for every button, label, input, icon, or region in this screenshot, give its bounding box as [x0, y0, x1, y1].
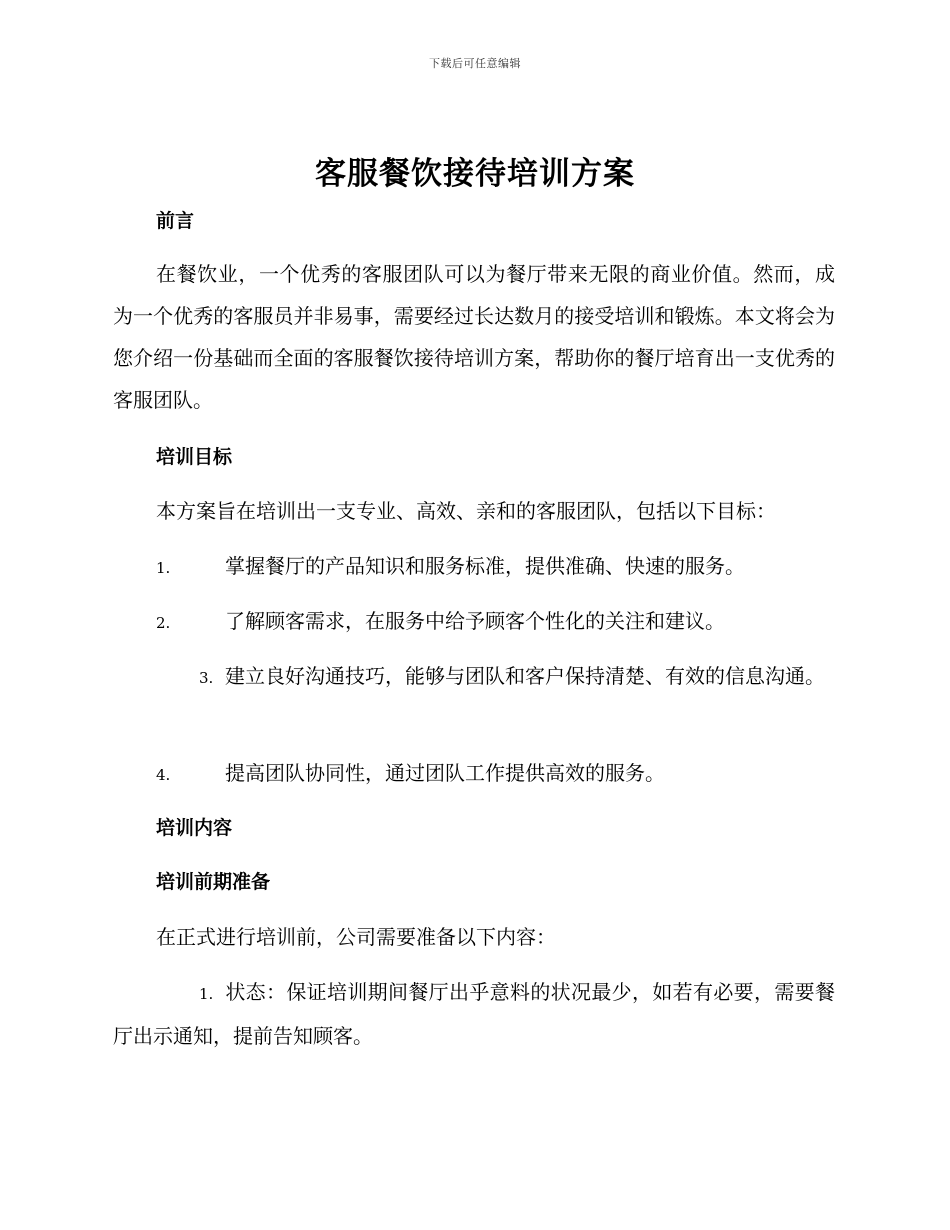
- list-number: 3.: [199, 669, 214, 687]
- list-number: 4.: [156, 766, 171, 784]
- list-text: 了解顾客需求，在服务中给予顾客个性化的关注和建议。: [225, 609, 725, 633]
- goal-item-2: [113, 600, 878, 644]
- list-number: 2.: [156, 614, 171, 632]
- goal-item-3: [113, 655, 835, 699]
- goal-item-4: [113, 752, 878, 796]
- preface-paragraph: 在餐饮业，一个优秀的客服团队可以为餐厅带来无限的商业价值。然而，成为一个优秀的客服员并非易事，需要经过长达数月的接受培训和锻炼。本文将会为您介绍一份基础而全面的客服餐饮接待培训方案，帮助你的餐厅培育出一支优秀的客服团队。: [113, 262, 835, 412]
- header-note: 下载后可任意编辑: [429, 57, 521, 70]
- list-text: 建立良好沟通技巧，能够与团队和客户保持清楚、有效的信息沟通。: [225, 664, 825, 688]
- list-text: 提高团队协同性，通过团队工作提供高效的服务。: [225, 761, 665, 785]
- list-number: 1.: [199, 985, 214, 1003]
- prep-item-1: [113, 971, 835, 1057]
- goal-item-1: [113, 545, 878, 589]
- document-title: 客服餐饮接待培训方案: [315, 156, 635, 192]
- list-text: 掌握餐厅的产品知识和服务标准，提供准确、快速的服务。: [225, 554, 745, 578]
- section-heading-prep: 培训前期准备: [156, 871, 271, 893]
- section-heading-goals: 培训目标: [156, 446, 233, 468]
- list-number: 1.: [156, 559, 171, 577]
- goals-intro-paragraph: 本方案旨在培训出一支专业、高效、亲和的客服团队，包括以下目标：: [156, 499, 776, 523]
- section-heading-content: 培训内容: [156, 817, 233, 839]
- section-heading-preface: 前言: [156, 210, 195, 232]
- list-text: 状态：保证培训期间餐厅出乎意料的状况最少，如若有必要，需要餐厅出示通知，提前告知顾客。: [113, 980, 835, 1048]
- prep-intro-paragraph: 在正式进行培训前，公司需要准备以下内容：: [156, 925, 556, 949]
